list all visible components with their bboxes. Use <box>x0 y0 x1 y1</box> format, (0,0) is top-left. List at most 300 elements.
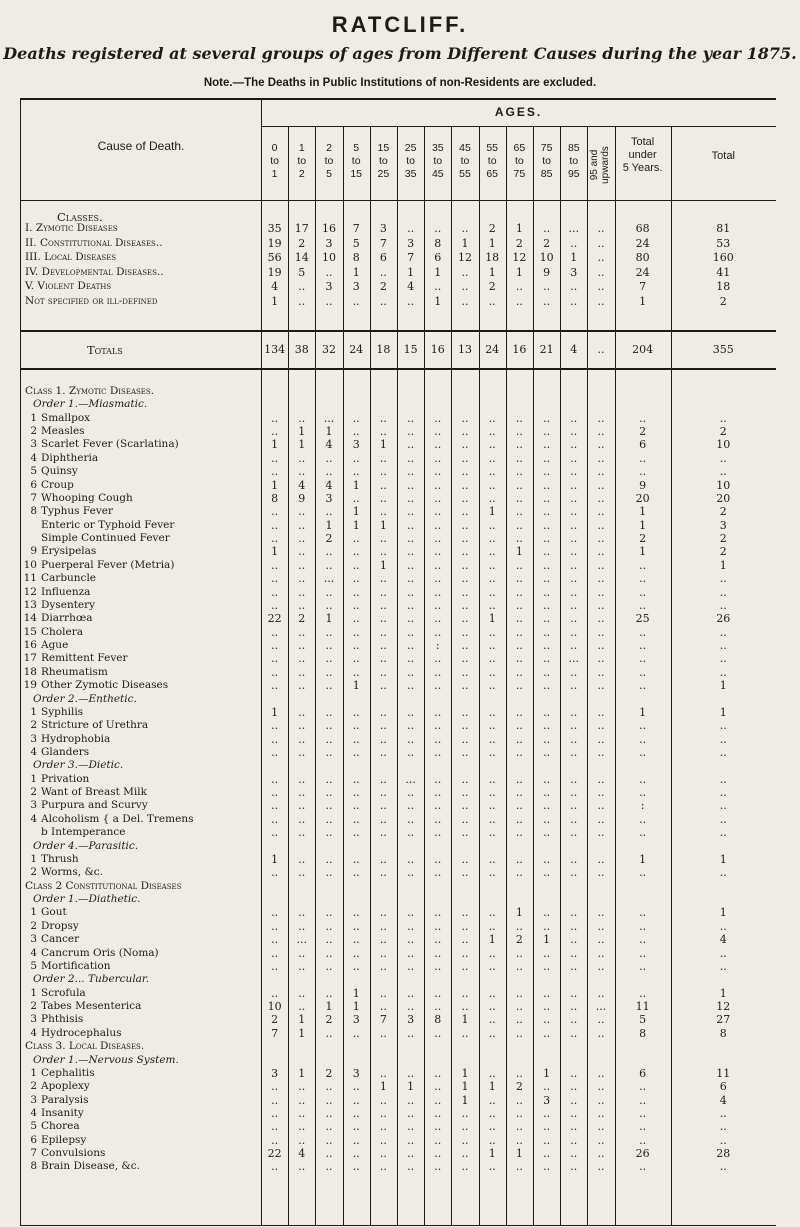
disease-row-cell: .. <box>597 598 605 612</box>
disease-row-cell: .. <box>298 545 306 559</box>
disease-row-cell: .. <box>515 585 523 599</box>
table-subtitle: Deaths registered at several groups of ages from Different Causes during the year 1875. <box>3 44 797 63</box>
disease-row-cell: .. <box>488 558 496 572</box>
disease-row-cell: 1 <box>461 1080 469 1094</box>
disease-row-cell: 1 <box>298 425 306 439</box>
disease-row-cell: .. <box>352 612 360 626</box>
disease-row-total: .. <box>719 639 727 653</box>
disease-row-cell: .. <box>352 652 360 666</box>
disease-row-cell: .. <box>597 612 605 626</box>
class-row-total: 18 <box>716 280 731 293</box>
disease-row-cell: 1 <box>298 1066 306 1080</box>
disease-row-cell: .. <box>488 1013 496 1027</box>
disease-name: Paralysis <box>41 1093 89 1106</box>
disease-row-cell: 1 <box>271 438 279 452</box>
disease-row-cell: .. <box>271 1133 279 1147</box>
age-group-header: 75 to 85 <box>540 142 553 180</box>
totals-row-total: 355 <box>712 343 734 356</box>
disease-row-total: .. <box>719 585 727 599</box>
disease-row-cell: .. <box>407 786 415 800</box>
disease-row-cell: .. <box>570 1133 578 1147</box>
class-row-cell: .. <box>597 294 605 308</box>
disease-row-cell: .. <box>379 652 387 666</box>
disease-row-cell: .. <box>434 625 442 639</box>
disease-row-cell: .. <box>434 558 442 572</box>
disease-row-cell: .. <box>461 705 469 719</box>
disease-row-cell: 1 <box>352 986 360 1000</box>
disease-row-cell: .. <box>597 1160 605 1174</box>
disease-row-cell: .. <box>461 505 469 519</box>
disease-row-under5: .. <box>639 745 647 759</box>
disease-row-cell: .. <box>597 545 605 559</box>
disease-row-cell: .. <box>352 598 360 612</box>
disease-row-cell: .. <box>271 625 279 639</box>
disease-row-cell: .. <box>298 558 306 572</box>
disease-row-cell: .. <box>407 812 415 826</box>
disease-row-cell: .. <box>488 745 496 759</box>
class-row-cell: 1 <box>407 265 415 279</box>
class-row-cell: .. <box>461 222 469 235</box>
disease-row-cell: .. <box>298 986 306 1000</box>
class-row-cell: 8 <box>352 251 360 264</box>
disease-row-cell: .. <box>461 1026 469 1040</box>
disease-row-cell: 1 <box>298 1026 306 1040</box>
disease-number: 10 <box>23 558 37 571</box>
disease-row-cell: .. <box>407 1026 415 1040</box>
disease-row-cell: .. <box>515 532 523 546</box>
disease-row-cell: .. <box>543 786 551 800</box>
order-heading: Order 2.—Enthetic. <box>33 692 137 705</box>
disease-number: 2 <box>30 425 37 438</box>
age-group-header: 45 to 55 <box>459 142 471 180</box>
disease-row-cell: .. <box>298 719 306 733</box>
disease-number: 1 <box>30 1066 37 1079</box>
disease-row-total: .. <box>719 625 727 639</box>
disease-row-cell: .. <box>379 505 387 519</box>
disease-name: Puerperal Fever (Metria) <box>41 558 175 571</box>
disease-row-cell: .. <box>379 772 387 786</box>
disease-row-cell: .. <box>461 478 469 492</box>
class-row-cell: .. <box>434 222 442 235</box>
age-group-header: 0 to 1 <box>270 142 279 180</box>
disease-row-cell: .. <box>543 585 551 599</box>
disease-number: 5 <box>30 959 37 972</box>
disease-row-cell: .. <box>461 491 469 505</box>
disease-row-cell: 1 <box>352 505 360 519</box>
disease-row-cell: .. <box>298 679 306 693</box>
disease-row-cell: .. <box>325 652 333 666</box>
disease-row-cell: .. <box>543 518 551 532</box>
disease-row-under5: : <box>640 799 645 813</box>
disease-row-cell: 1 <box>407 1080 415 1094</box>
disease-row-cell: .. <box>543 919 551 933</box>
disease-name: Dropsy <box>41 919 79 932</box>
disease-row-cell: .. <box>570 799 578 813</box>
disease-row-total: 2 <box>719 545 727 559</box>
class-row-total: 160 <box>712 251 734 264</box>
disease-row-cell: .. <box>515 451 523 465</box>
disease-row-total: .. <box>719 451 727 465</box>
class-row-cell: 6 <box>379 251 387 264</box>
disease-row-cell: 1 <box>352 518 360 532</box>
disease-name: Other Zymotic Diseases <box>41 679 169 692</box>
disease-row-cell: .. <box>379 1147 387 1161</box>
disease-row-cell: .. <box>543 812 551 826</box>
class-row-cell: 2 <box>488 280 496 293</box>
disease-row-cell: .. <box>461 572 469 586</box>
disease-row-cell: .. <box>461 812 469 826</box>
disease-row-cell: .. <box>352 425 360 439</box>
disease-row-total: 4 <box>719 933 727 947</box>
disease-row-cell: .. <box>271 919 279 933</box>
disease-number: 17 <box>23 652 37 665</box>
cause-header: Cause of Death. <box>97 139 185 153</box>
disease-row-cell: 1 <box>543 1066 551 1080</box>
disease-row-cell: .. <box>271 933 279 947</box>
disease-row-under5: .. <box>639 906 647 920</box>
class-row-under5: 7 <box>639 280 647 293</box>
disease-row-cell: .. <box>597 572 605 586</box>
disease-row-cell: .. <box>352 639 360 653</box>
disease-row-cell: .. <box>407 572 415 586</box>
disease-row-under5: .. <box>639 732 647 746</box>
disease-row-cell: .. <box>298 411 306 425</box>
disease-row-cell: .. <box>379 732 387 746</box>
disease-row-cell: .. <box>515 1026 523 1040</box>
disease-row-cell: .. <box>570 491 578 505</box>
disease-row-cell: .. <box>352 812 360 826</box>
disease-row-cell: .. <box>543 1160 551 1174</box>
disease-row-cell: .. <box>570 679 578 693</box>
class-label: IV. Developmental Diseases.. <box>25 265 164 278</box>
disease-row-cell: .. <box>570 1093 578 1107</box>
disease-row-cell: .. <box>570 745 578 759</box>
disease-row-cell: .. <box>543 1080 551 1094</box>
class-row-total: 81 <box>716 222 731 235</box>
disease-row-cell: .. <box>407 478 415 492</box>
disease-row-cell: .. <box>570 772 578 786</box>
disease-number: 16 <box>23 639 37 652</box>
disease-row-cell: 1 <box>325 518 333 532</box>
totals-row-cell: 21 <box>539 343 554 356</box>
disease-row-cell: .. <box>271 598 279 612</box>
disease-number: 2 <box>30 1000 37 1013</box>
disease-row-cell: .. <box>271 1093 279 1107</box>
disease-row-under5: .. <box>639 919 647 933</box>
disease-row-total: .. <box>719 1133 727 1147</box>
disease-row-total: .. <box>719 959 727 973</box>
disease-row-cell: .. <box>543 1147 551 1161</box>
disease-row-cell: .. <box>271 1160 279 1174</box>
disease-row-cell: .. <box>597 639 605 653</box>
disease-row-cell: .. <box>597 438 605 452</box>
disease-row-cell: .. <box>434 919 442 933</box>
disease-row-cell: .. <box>379 451 387 465</box>
disease-row-total: .. <box>719 572 727 586</box>
disease-row-cell: .. <box>597 411 605 425</box>
disease-row-cell: .. <box>352 1093 360 1107</box>
class-row-cell: .. <box>543 294 551 308</box>
disease-name: Syphilis <box>41 705 84 718</box>
disease-row-cell: .. <box>434 852 442 866</box>
class-row-cell: 1 <box>515 222 523 235</box>
disease-name: Ague <box>41 639 69 652</box>
age-group-header: 55 to 65 <box>486 142 499 180</box>
disease-row-cell: .. <box>515 639 523 653</box>
disease-row-cell: .. <box>461 732 469 746</box>
disease-row-cell: .. <box>352 719 360 733</box>
class-row-cell: .. <box>597 265 605 279</box>
disease-row-cell: .. <box>407 986 415 1000</box>
disease-row-cell: .. <box>488 652 496 666</box>
disease-row-cell: .. <box>434 411 442 425</box>
disease-row-cell: .. <box>461 986 469 1000</box>
disease-row-cell: .. <box>352 1133 360 1147</box>
disease-row-total: .. <box>719 732 727 746</box>
class-row-total: 53 <box>716 236 731 250</box>
disease-row-cell: .. <box>434 933 442 947</box>
disease-row-cell: .. <box>271 959 279 973</box>
disease-row-cell: .. <box>379 625 387 639</box>
disease-row-total: .. <box>719 719 727 733</box>
disease-name: Alcoholism { a Del. Tremens <box>41 812 194 825</box>
disease-row-cell: .. <box>570 598 578 612</box>
class-row-cell: 12 <box>512 251 527 264</box>
disease-row-cell: .. <box>597 1106 605 1120</box>
disease-row-cell: .. <box>379 612 387 626</box>
totals-row-cell: 16 <box>512 343 527 356</box>
disease-row-cell: .. <box>434 438 442 452</box>
disease-row-cell: .. <box>407 1120 415 1134</box>
disease-row-cell: .. <box>271 451 279 465</box>
class-row-cell: 4 <box>407 280 415 293</box>
order-heading: Order 4.—Parasitic. <box>33 839 139 852</box>
disease-row-under5: .. <box>639 1080 647 1094</box>
disease-row-cell: .. <box>352 558 360 572</box>
disease-row-total: .. <box>719 786 727 800</box>
disease-row-cell: .. <box>488 1120 496 1134</box>
disease-row-cell: .. <box>434 799 442 813</box>
disease-row-cell: 1 <box>379 558 387 572</box>
disease-row-cell: .. <box>488 946 496 960</box>
disease-row-under5: .. <box>639 1120 647 1134</box>
disease-row-cell: .. <box>461 665 469 679</box>
disease-row-cell: .. <box>271 505 279 519</box>
disease-row-total: 1 <box>719 852 727 866</box>
disease-name: Thrush <box>41 852 79 865</box>
disease-row-cell: .. <box>515 518 523 532</box>
disease-row-cell: .. <box>543 1026 551 1040</box>
disease-row-cell: .. <box>515 1093 523 1107</box>
class-row-cell: 5 <box>298 265 306 279</box>
disease-row-cell: 2 <box>325 1013 333 1027</box>
class-row-cell: .. <box>434 280 442 293</box>
disease-row-cell: .. <box>543 1013 551 1027</box>
disease-name: Convulsions <box>41 1147 106 1160</box>
disease-row-cell: .. <box>379 986 387 1000</box>
disease-row-cell: .. <box>325 719 333 733</box>
disease-row-cell: .. <box>352 625 360 639</box>
disease-row-cell: 2 <box>515 933 523 947</box>
order-heading: Order 1.—Diathetic. <box>33 893 141 906</box>
disease-row-cell: .. <box>379 812 387 826</box>
class-heading: Class 2 Constitutional Diseases <box>25 879 182 892</box>
disease-row-cell: .. <box>325 639 333 653</box>
disease-name: Glanders <box>41 745 90 758</box>
disease-row-cell: .. <box>407 545 415 559</box>
disease-row-cell: .. <box>407 1000 415 1014</box>
disease-row-cell: .. <box>352 946 360 960</box>
disease-row-cell: .. <box>543 558 551 572</box>
disease-row-cell: .. <box>515 812 523 826</box>
disease-row-under5: 8 <box>639 1026 647 1040</box>
disease-row-total: .. <box>719 465 727 479</box>
disease-number: 1 <box>30 411 37 424</box>
disease-row-cell: .. <box>570 705 578 719</box>
disease-row-total: 20 <box>716 491 731 505</box>
disease-row-total: 1 <box>719 705 727 719</box>
disease-row-cell: .. <box>271 719 279 733</box>
class-row-cell: 10 <box>539 251 554 264</box>
disease-row-cell: .. <box>515 1013 523 1027</box>
disease-row-cell: .. <box>434 946 442 960</box>
disease-row-cell: .. <box>407 518 415 532</box>
disease-number: 4 <box>30 451 37 464</box>
disease-row-under5: .. <box>639 585 647 599</box>
disease-row-cell: .. <box>597 906 605 920</box>
disease-row-cell: .. <box>407 612 415 626</box>
class-row-cell: .. <box>352 294 360 308</box>
disease-row-under5: .. <box>639 652 647 666</box>
disease-row-cell: .. <box>570 1000 578 1014</box>
disease-row-cell: .. <box>515 598 523 612</box>
disease-row-cell: .. <box>597 1080 605 1094</box>
disease-row-cell: .. <box>515 572 523 586</box>
disease-row-cell: .. <box>570 585 578 599</box>
disease-row-cell: .. <box>515 946 523 960</box>
disease-row-cell: 22 <box>267 1147 282 1161</box>
disease-row-cell: .. <box>570 465 578 479</box>
disease-row-cell: .. <box>461 652 469 666</box>
class-row-cell: 17 <box>294 222 309 235</box>
disease-row-cell: .. <box>407 799 415 813</box>
disease-row-cell: .. <box>271 812 279 826</box>
disease-row-cell: .. <box>434 425 442 439</box>
disease-row-cell: .. <box>407 438 415 452</box>
class-row-cell: .. <box>570 294 578 308</box>
disease-row-cell: .. <box>352 826 360 840</box>
disease-row-cell: .. <box>379 411 387 425</box>
disease-name: Hydrophobia <box>41 732 111 745</box>
disease-row-cell: .. <box>570 1160 578 1174</box>
disease-row-cell: .. <box>570 986 578 1000</box>
class-row-cell: 7 <box>379 236 387 250</box>
disease-row-cell: .. <box>352 411 360 425</box>
disease-row-cell: .. <box>597 946 605 960</box>
disease-row-cell: .. <box>461 1106 469 1120</box>
disease-name: Simple Continued Fever <box>41 532 170 545</box>
disease-row-cell: .. <box>352 1120 360 1134</box>
disease-row-cell: .. <box>515 826 523 840</box>
disease-row-cell: .. <box>271 946 279 960</box>
disease-row-cell: .. <box>488 1133 496 1147</box>
disease-name: Scrofula <box>41 986 86 999</box>
disease-row-cell: .. <box>461 852 469 866</box>
disease-row-under5: .. <box>639 933 647 947</box>
disease-row-cell: .. <box>515 465 523 479</box>
disease-row-cell: .. <box>543 532 551 546</box>
disease-row-cell: .. <box>570 1120 578 1134</box>
disease-row-cell: .. <box>597 478 605 492</box>
disease-row-cell: .. <box>379 545 387 559</box>
class-row-cell: .. <box>543 280 551 293</box>
disease-row-cell: .. <box>597 1013 605 1027</box>
disease-row-cell: .. <box>515 425 523 439</box>
disease-row-cell: .. <box>325 451 333 465</box>
disease-name: Gout <box>41 906 67 919</box>
disease-row-cell: .. <box>570 558 578 572</box>
disease-row-cell: .. <box>271 572 279 586</box>
disease-row-cell: .. <box>434 959 442 973</box>
disease-row-cell: .. <box>379 786 387 800</box>
disease-row-cell: .. <box>434 812 442 826</box>
disease-row-cell: 1 <box>515 906 523 920</box>
disease-row-total: .. <box>719 652 727 666</box>
class-row-cell: 3 <box>325 280 333 293</box>
disease-name: Cephalitis <box>41 1066 95 1079</box>
disease-row-cell: .. <box>597 451 605 465</box>
disease-name: Scarlet Fever (Scarlatina) <box>41 438 179 451</box>
class-row-cell: .. <box>407 222 415 235</box>
disease-row-cell: .. <box>570 933 578 947</box>
disease-row-cell: .. <box>379 906 387 920</box>
disease-name: Tabes Mesenterica <box>41 1000 142 1013</box>
class-row-cell: 14 <box>294 251 309 264</box>
disease-row-cell: .. <box>407 532 415 546</box>
disease-row-cell: .. <box>515 919 523 933</box>
disease-row-cell: .. <box>570 665 578 679</box>
disease-row-cell: .. <box>515 652 523 666</box>
disease-number: 4 <box>30 1106 37 1119</box>
disease-number: 4 <box>30 1026 37 1039</box>
disease-row-cell: .. <box>407 1160 415 1174</box>
disease-row-cell: .. <box>434 612 442 626</box>
disease-row-cell: .. <box>298 959 306 973</box>
disease-row-cell: .. <box>407 598 415 612</box>
disease-row-cell: .. <box>515 1160 523 1174</box>
disease-name: Hydrocephalus <box>41 1026 122 1039</box>
disease-row-total: 10 <box>716 438 731 452</box>
disease-row-cell: .. <box>271 786 279 800</box>
totals-row-under5: 204 <box>632 343 654 356</box>
disease-row-under5: 26 <box>635 1147 650 1161</box>
disease-name: Diarrhœa <box>41 612 93 625</box>
class-label: V. Violent Deaths <box>25 280 112 292</box>
class-row-cell: .. <box>298 294 306 308</box>
class-row-cell: .. <box>543 222 551 235</box>
disease-row-cell: .. <box>461 919 469 933</box>
disease-row-cell: .. <box>488 585 496 599</box>
disease-row-cell: .. <box>434 826 442 840</box>
class-row-cell: 1 <box>271 294 279 308</box>
disease-row-cell: .. <box>325 986 333 1000</box>
disease-name: Measles <box>41 425 85 438</box>
disease-name: Diphtheria <box>41 451 99 464</box>
class-row-cell: .. <box>325 265 333 279</box>
disease-row-cell: .. <box>488 425 496 439</box>
disease-row-total: 11 <box>716 1066 731 1080</box>
disease-row-cell: .. <box>488 1026 496 1040</box>
